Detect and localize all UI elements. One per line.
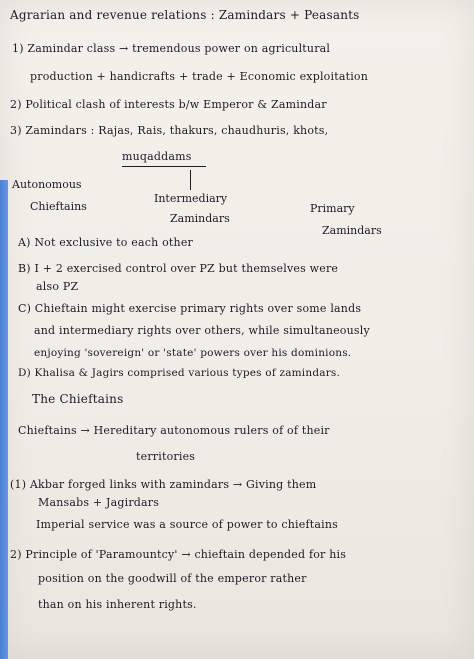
point-akbar-line-1: (1) Akbar forged links with zamindars → Giving them [10,478,317,491]
point-paramountcy-line-2: position on the goodwill of the emperor rather [38,572,307,585]
note-b-line-2: also PZ [36,280,79,293]
point-3-line-2: muqaddams [122,150,192,163]
note-d: D) Khalisa & Jagirs comprised various types of zamindars. [18,367,341,379]
branch-arrow-center [190,170,191,190]
note-c-line-3: enjoying 'sovereign' or 'state' powers over his dominions. [34,347,352,359]
section-title-chieftains: The Chieftains [32,392,124,406]
branch-autonomous-line-1: Autonomous [12,178,82,191]
point-paramountcy-line-1: 2) Principle of 'Paramountcy' → chieftain depended for his [10,548,347,561]
point-akbar-line-2: Mansabs + Jagirdars [38,496,160,509]
muqaddams-underline [122,166,206,167]
point-akbar-line-3: Imperial service was a source of power to chieftains [36,518,338,531]
note-c-line-1: C) Chieftain might exercise primary rights over some lands [18,302,362,315]
page-title: Agrarian and revenue relations : Zamindars + Peasants [10,8,360,22]
branch-primary-line-2: Zamindars [322,224,382,237]
branch-autonomous-line-2: Chieftains [30,200,87,213]
note-c-line-2: and intermediary rights over others, while simultaneously [34,324,370,337]
chieftains-line-2: territories [136,450,196,463]
branch-intermediary-line-1: Intermediary [154,192,228,205]
point-3-line-1: 3) Zamindars : Rajas, Rais, thakurs, chaudhuris, khots, [10,124,329,137]
point-1-line-1: 1) Zamindar class → tremendous power on agricultural [12,42,331,55]
note-b-line-1: B) I + 2 exercised control over PZ but themselves were [18,262,339,275]
point-paramountcy-line-3: than on his inherent rights. [38,598,197,611]
point-2: 2) Political clash of interests b/w Emperor & Zamindar [10,98,327,111]
branch-intermediary-line-2: Zamindars [170,212,230,225]
chieftains-line-1: Chieftains → Hereditary autonomous rulers of of their [18,424,330,437]
binder-edge [0,180,8,659]
point-1-line-2: production + handicrafts + trade + Economic exploitation [30,70,369,83]
branch-primary-line-1: Primary [310,202,355,215]
note-a: A) Not exclusive to each other [18,236,194,249]
